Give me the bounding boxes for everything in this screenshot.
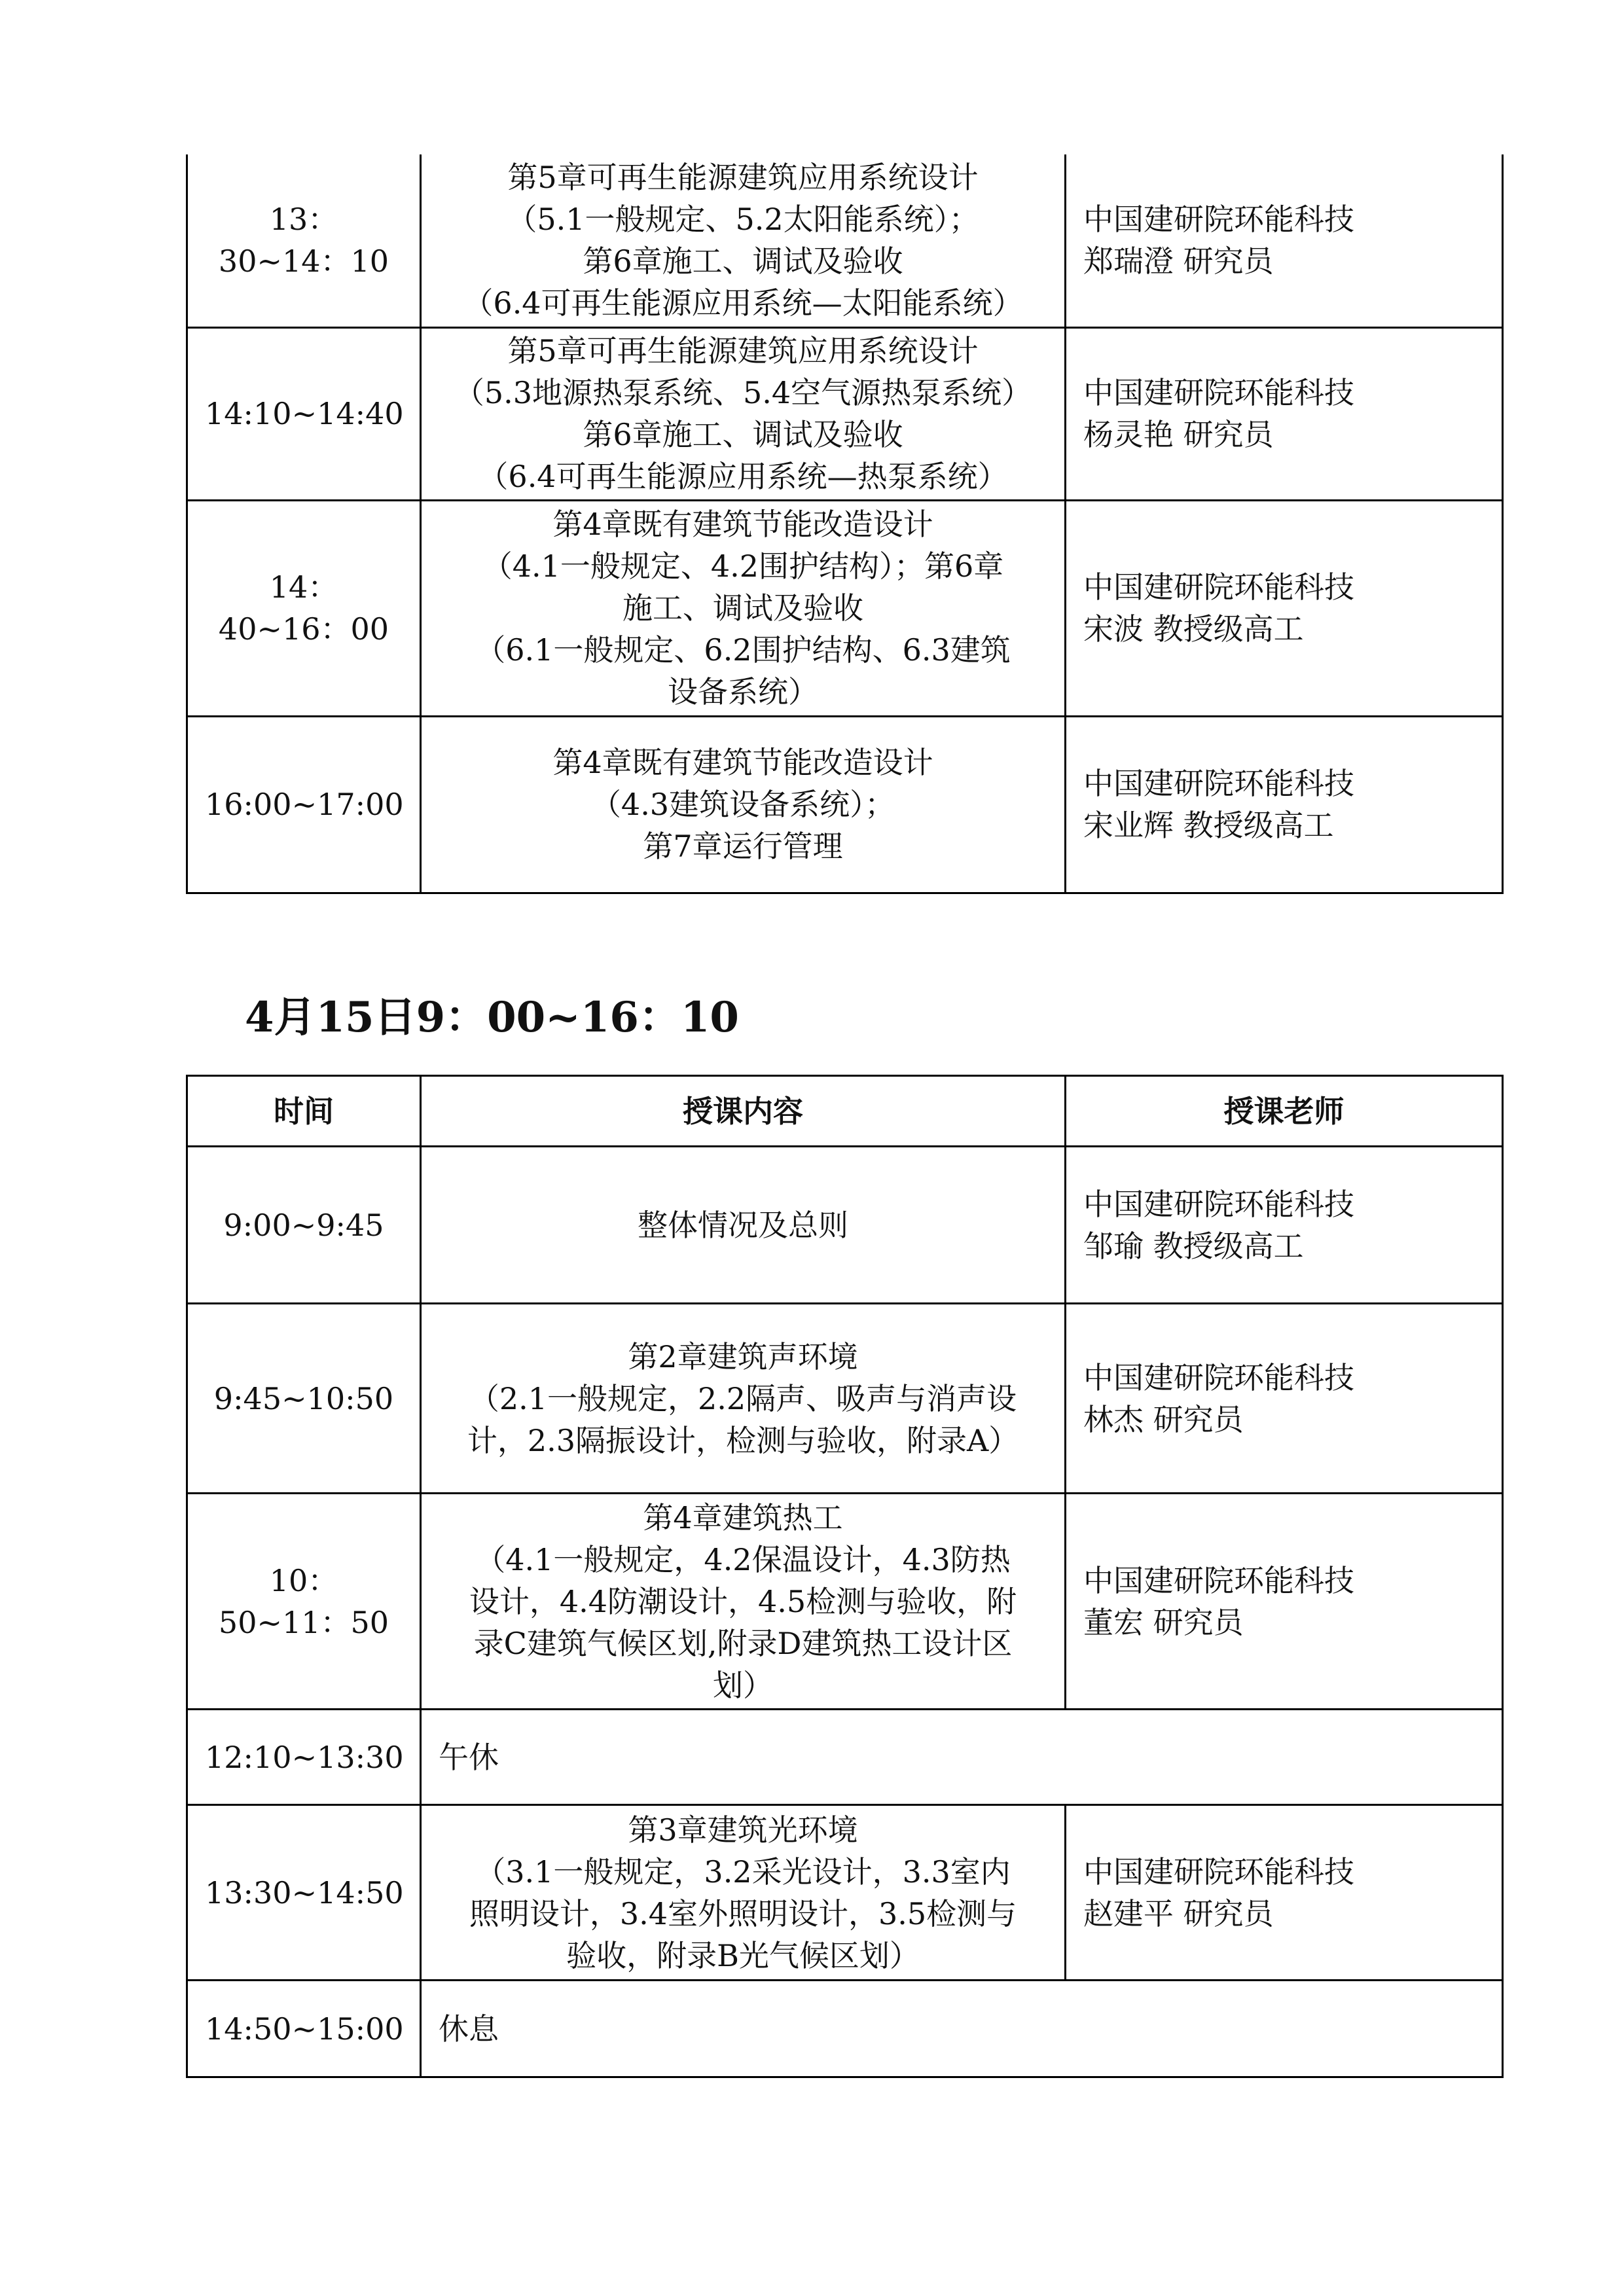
content-cell: 第4章建筑热工 （4.1一般规定，4.2保温设计，4.3防热 设计，4.4防潮设计，4.5检测与验收，附 录C建筑气候区划,附录D建筑热工设计区 划）: [421, 1494, 1066, 1710]
time-cell: 16:00~17:00: [187, 716, 421, 893]
content-cell: 第4章既有建筑节能改造设计 （4.3建筑设备系统）； 第7章运行管理: [421, 716, 1066, 893]
table-row: [187, 327, 1503, 500]
time-cell: 9:45~10:50: [187, 1304, 421, 1494]
time-cell: 12:10~13:30: [187, 1710, 421, 1805]
teacher-cell: 中国建研院环能科技 赵建平 研究员: [1066, 1805, 1503, 1981]
table-row: [187, 1304, 1503, 1494]
table-row: [187, 500, 1503, 716]
time-cell: 10：50~11：50: [187, 1494, 421, 1710]
header-teacher: 授课老师: [1066, 1076, 1503, 1147]
table-row: [187, 1805, 1503, 1981]
schedule-table: [186, 1075, 1504, 2078]
table-row: [187, 1147, 1503, 1304]
content-cell: 第2章建筑声环境 （2.1一般规定，2.2隔声、吸声与消声设 计，2.3隔振设计，检测与验收，附录A）: [421, 1304, 1066, 1494]
teacher-cell: 中国建研院环能科技 宋业辉 教授级高工: [1066, 716, 1503, 893]
header-row: [187, 1076, 1503, 1147]
header-time: 时间: [187, 1076, 421, 1147]
time-cell: 14:50~15:00: [187, 1981, 421, 2077]
table-row: [187, 1494, 1503, 1710]
teacher-cell: 中国建研院环能科技 杨灵艳 研究员: [1066, 327, 1503, 500]
teacher-cell: 中国建研院环能科技 董宏 研究员: [1066, 1494, 1503, 1710]
table-row: [187, 716, 1503, 893]
date-heading: 4月15日9：00~16：10: [245, 993, 739, 1042]
break-cell: 午休: [421, 1710, 1503, 1805]
schedule-table-continued: [186, 154, 1504, 894]
time-cell: 13:30~14:50: [187, 1805, 421, 1981]
time-cell: 14：40~16：00: [187, 500, 421, 716]
table-row: [187, 1710, 1503, 1805]
content-cell: 第5章可再生能源建筑应用系统设计 （5.1一般规定、5.2太阳能系统）； 第6章施工、调试及验收 （6.4可再生能源应用系统—太阳能系统）: [421, 154, 1066, 327]
time-cell: 14:10~14:40: [187, 327, 421, 500]
table-row: [187, 1981, 1503, 2077]
header-content: 授课内容: [421, 1076, 1066, 1147]
time-cell: 9:00~9:45: [187, 1147, 421, 1304]
content-cell: 整体情况及总则: [421, 1147, 1066, 1304]
content-cell: 第4章既有建筑节能改造设计 （4.1一般规定、4.2围护结构）；第6章 施工、调试及验收 （6.1一般规定、6.2围护结构、6.3建筑 设备系统）: [421, 500, 1066, 716]
content-cell: 第5章可再生能源建筑应用系统设计 （5.3地源热泵系统、5.4空气源热泵系统） 第6章施工、调试及验收 （6.4可再生能源应用系统—热泵系统）: [421, 327, 1066, 500]
table-row: [187, 154, 1503, 327]
teacher-cell: 中国建研院环能科技 邹瑜 教授级高工: [1066, 1147, 1503, 1304]
time-cell: 13：30~14：10: [187, 154, 421, 327]
content-cell: 第3章建筑光环境 （3.1一般规定，3.2采光设计，3.3室内 照明设计，3.4室外照明设计，3.5检测与 验收，附录B光气候区划）: [421, 1805, 1066, 1981]
teacher-cell: 中国建研院环能科技 林杰 研究员: [1066, 1304, 1503, 1494]
teacher-cell: 中国建研院环能科技 郑瑞澄 研究员: [1066, 154, 1503, 327]
teacher-cell: 中国建研院环能科技 宋波 教授级高工: [1066, 500, 1503, 716]
break-cell: 休息: [421, 1981, 1503, 2077]
